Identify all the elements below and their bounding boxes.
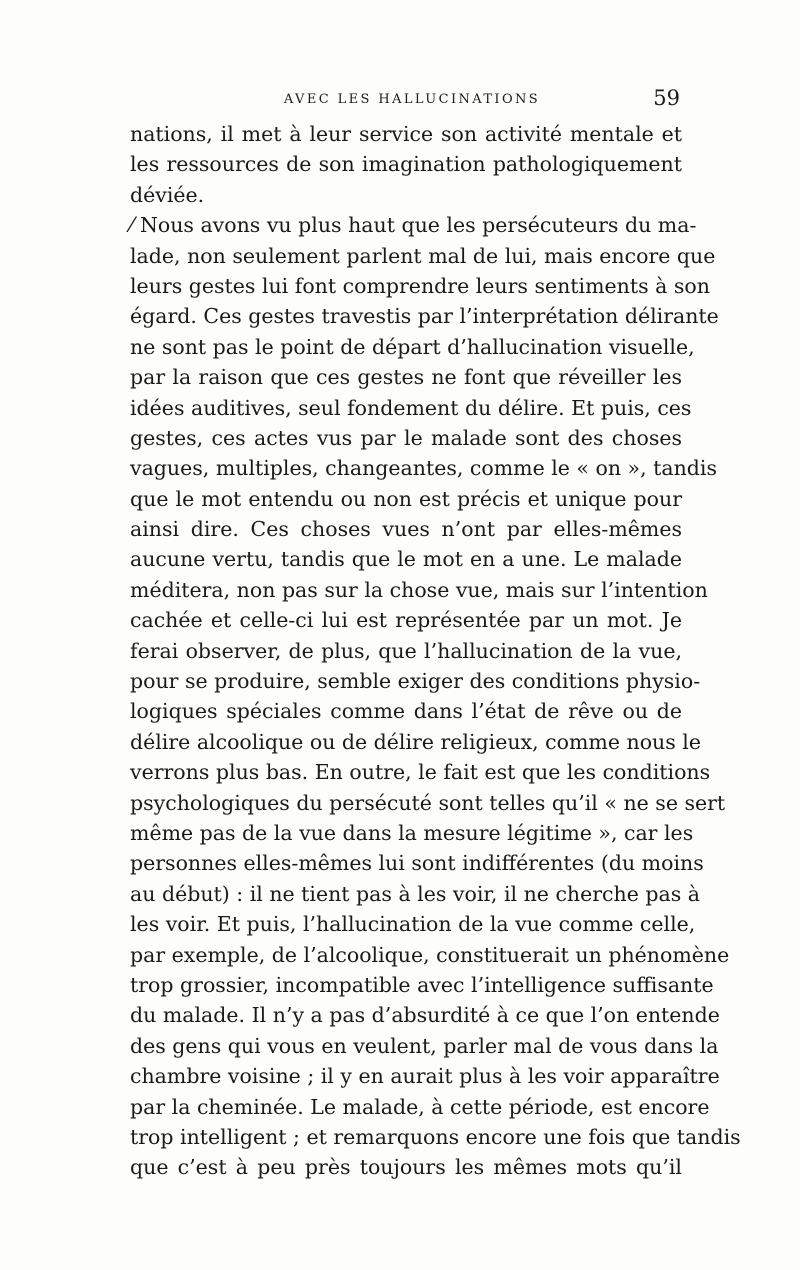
text-line: nations, il met à leur service son activité mentale et [130, 122, 682, 146]
text-line: aucune vertu, tandis que le mot en a une. Le malade [130, 547, 682, 572]
text-line: trop intelligent ; et remarquons encore une fois que tandis [130, 1124, 741, 1149]
text-line: cachée et celle-ci lui est représentée par un mot. Je [130, 608, 682, 633]
text-line: par la raison que ces gestes ne font que réveiller les [130, 365, 682, 390]
text-line: lade, non seulement parlent mal de lui, mais encore que [130, 243, 716, 268]
text-line: délire alcoolique ou de délire religieux, comme nous le [130, 729, 701, 754]
text-line: ne sont pas le point de départ d’hallucination visuelle, [130, 334, 695, 359]
text-line: verrons plus bas. En outre, le fait est que les conditions [130, 760, 711, 785]
text-line: gestes, ces actes vus par le malade sont des choses [130, 425, 682, 450]
text-line: les ressources de son imagination pathologiquement [130, 152, 682, 177]
text-line: méditera, non pas sur la chose vue, mais sur l’intention [130, 577, 708, 602]
page-number: 59 [653, 86, 680, 110]
text-line: du malade. Il n’y a pas d’absurdité à ce que l’on entende [130, 1003, 720, 1028]
body-text [130, 119, 741, 1183]
text-line: des gens qui vous en veulent, parler mal de vous dans la [130, 1033, 719, 1058]
running-title: AVEC LES HALLUCINATIONS [283, 92, 541, 107]
text-line: ainsi dire. Ces choses vues n’ont par elles-mêmes [130, 517, 682, 542]
text-line: déviée. [130, 182, 205, 207]
text-line: psychologiques du persécuté sont telles qu’il « ne se sert [130, 790, 726, 815]
text-line: chambre voisine ; il y en aurait plus à les voir apparaître [130, 1064, 720, 1089]
text-line: que c’est à peu près toujours les mêmes mots qu’il [130, 1155, 682, 1180]
text-line: personnes elles-mêmes lui sont indifférentes (du moins [130, 851, 704, 876]
text-line: par la cheminée. Le malade, à cette période, est encore [130, 1094, 710, 1119]
text-line: trop grossier, incompatible avec l’intelligence suffisante [130, 972, 714, 997]
text-line: même pas de la vue dans la mesure légitime », car les [130, 820, 694, 845]
text-line: logiques spéciales comme dans l’état de rêve ou de [130, 699, 682, 724]
text-line: vagues, multiples, changeantes, comme le « on », tandis [130, 456, 717, 481]
text-line: idées auditives, seul fondement du délire. Et puis, ces [130, 395, 692, 420]
text-line: les voir. Et puis, l’hallucination de la vue comme celle, [130, 912, 696, 937]
text-line: pour se produire, semble exiger des conditions physio- [130, 669, 701, 694]
text-line: par exemple, de l’alcoolique, constituerait un phénomène [130, 942, 730, 967]
text-line: égard. Ces gestes travestis par l’interprétation délirante [130, 304, 719, 329]
text-line: ferai observer, de plus, que l’hallucination de la vue, [130, 638, 682, 663]
text-line: que le mot entendu ou non est précis et unique pour [130, 486, 682, 511]
text-line: ⁄ Nous avons vu plus haut que les persécuteurs du ma- [130, 213, 697, 238]
text-line: leurs gestes lui font comprendre leurs sentiments à son [130, 273, 710, 298]
text-line: au début) : il ne tient pas à les voir, il ne cherche pas à [130, 881, 700, 906]
running-head [132, 86, 680, 116]
